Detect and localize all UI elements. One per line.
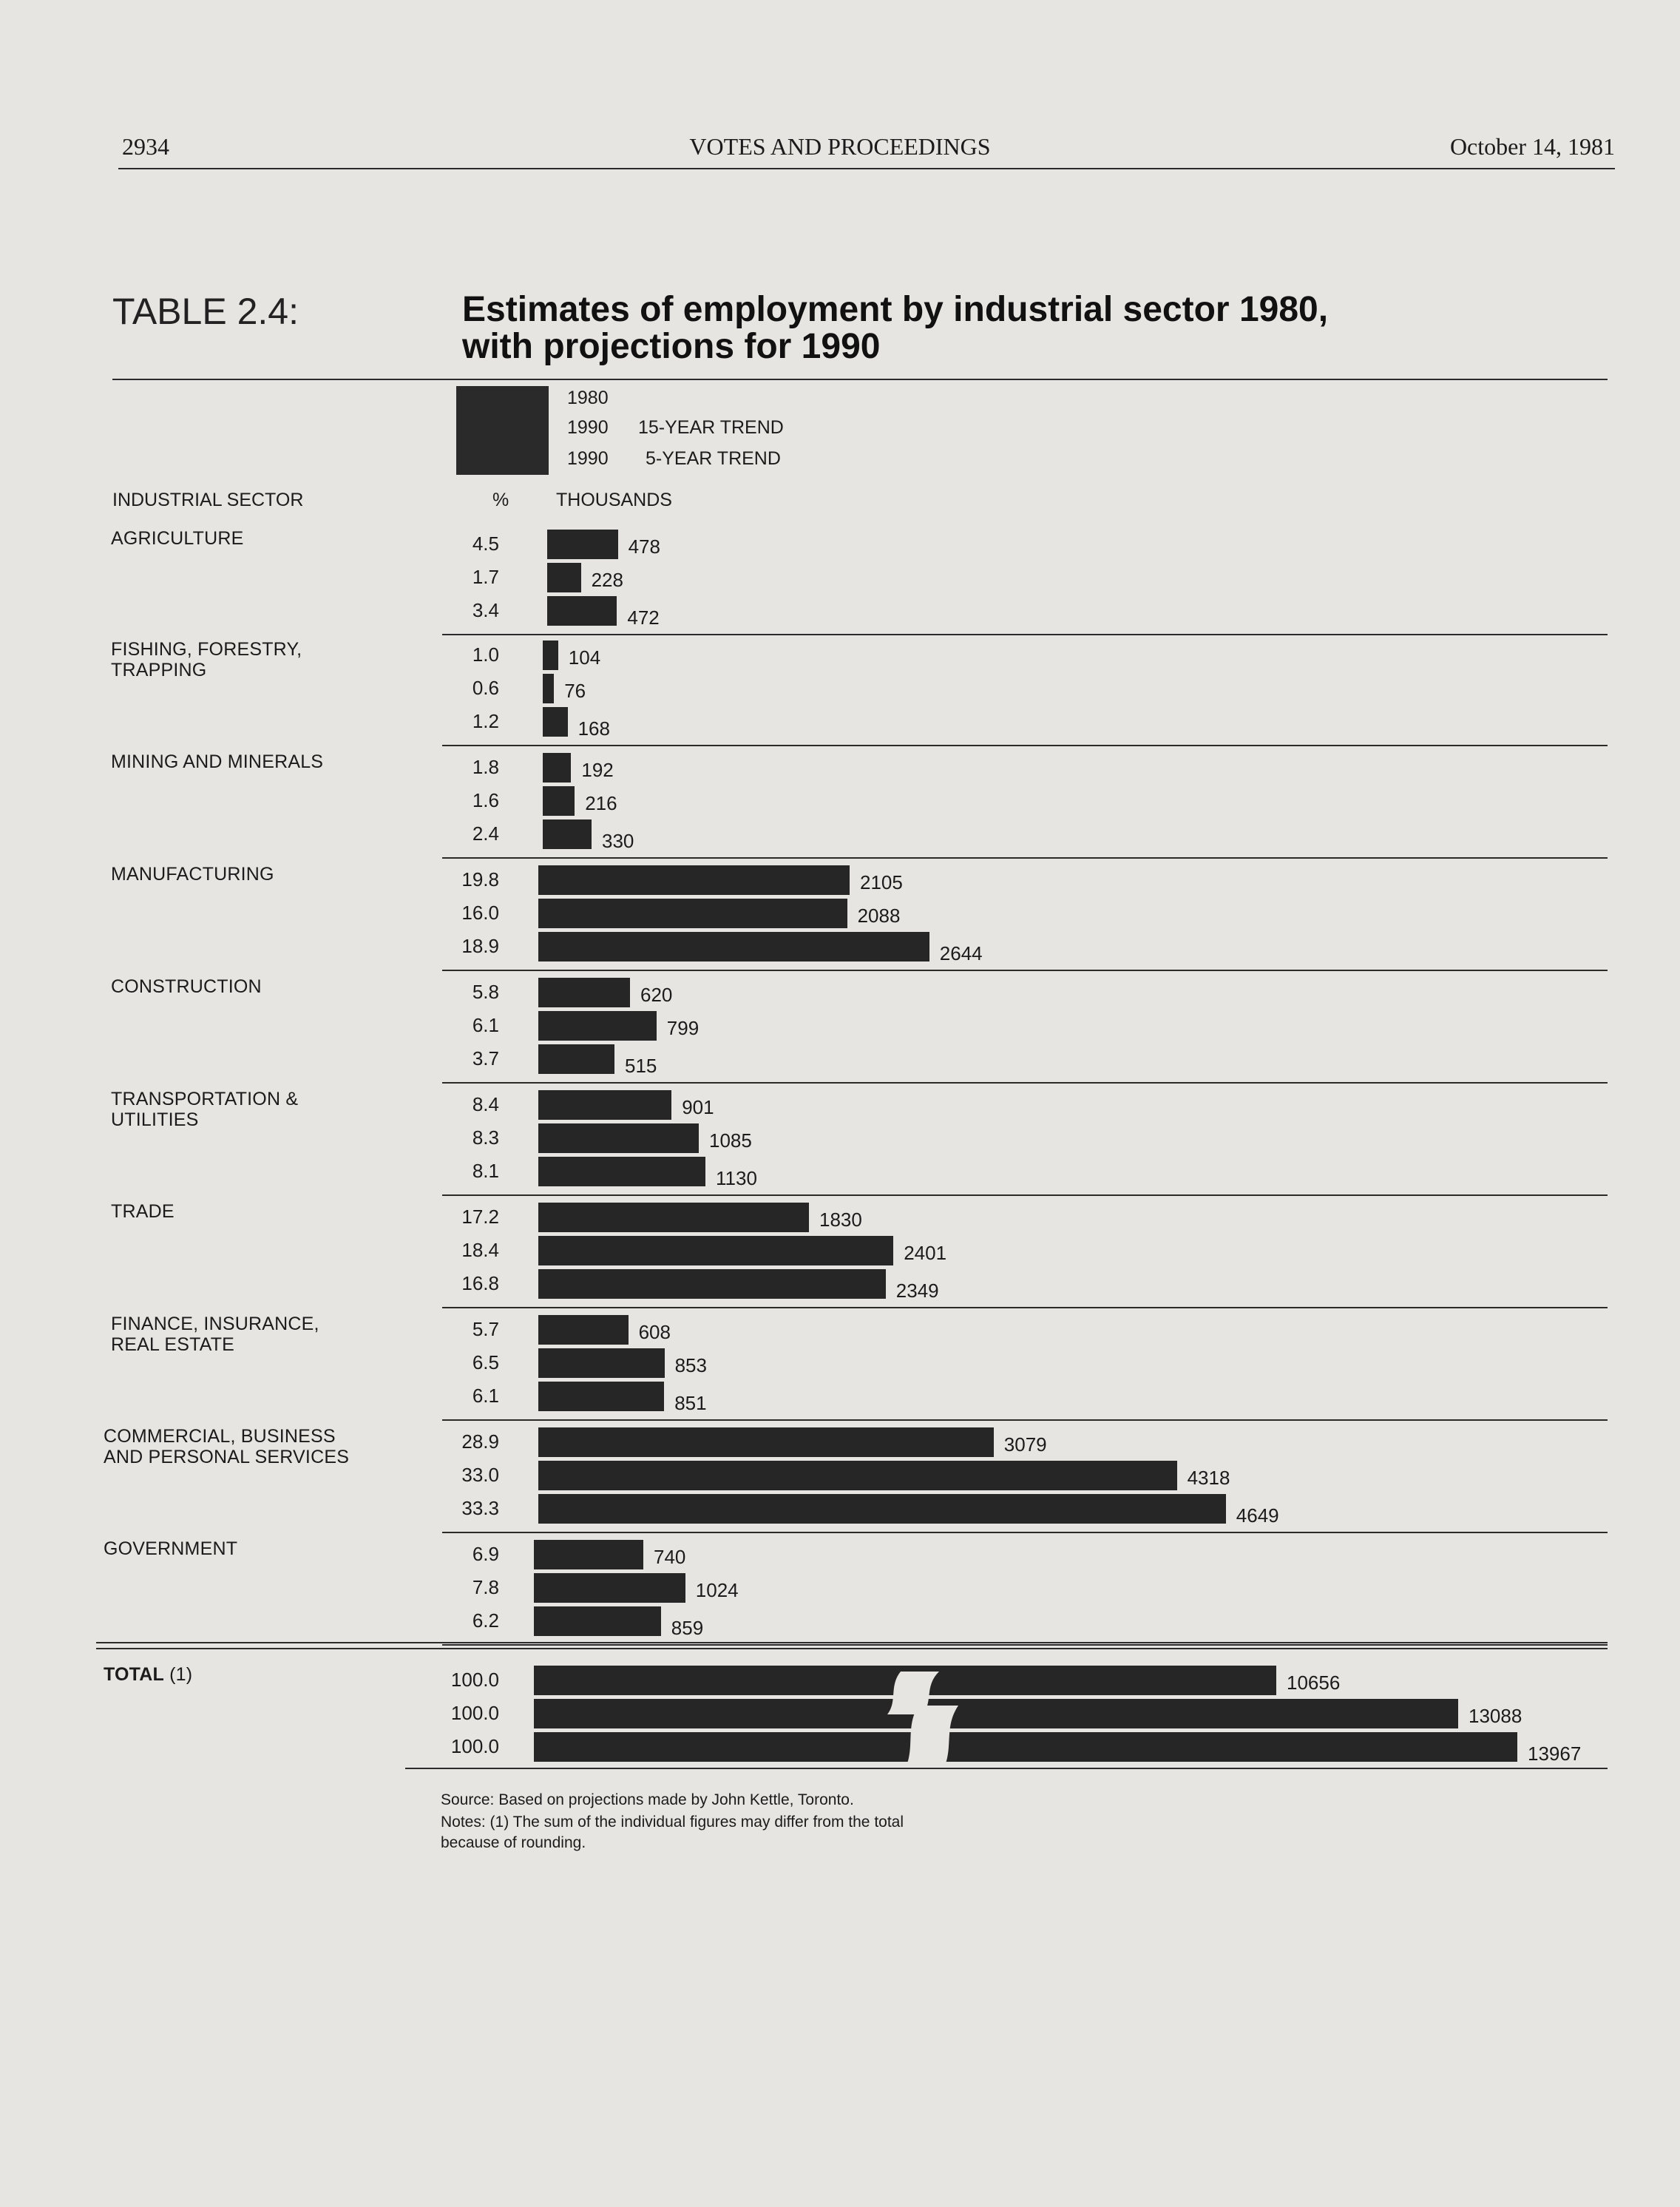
value-label-total-0: 10656 [1287, 1672, 1341, 1694]
value-label-trade-2: 2349 [895, 1280, 939, 1302]
bar-break-total-1990-trends [905, 1706, 958, 1769]
percent-construction-0: 5.8 [472, 981, 499, 1003]
percent-total-2: 100.0 [450, 1735, 499, 1757]
value-label-mining-and-minerals-0: 192 [581, 759, 614, 781]
percent-fishing-forestry-trapping-0: 1.0 [472, 643, 499, 666]
page-number: 2934 [122, 133, 169, 160]
sector-label-line: FINANCE, INSURANCE, [111, 1314, 319, 1334]
value-label-government-1: 1024 [695, 1579, 739, 1601]
percent-government-0: 6.9 [472, 1543, 499, 1565]
sector-label-line: REAL ESTATE [111, 1334, 235, 1355]
value-label-mining-and-minerals-1: 216 [585, 792, 617, 814]
header-date: October 14, 1981 [1449, 133, 1615, 160]
value-label-transportation-utilities-2: 1130 [716, 1167, 757, 1189]
percent-transportation-utilities-1: 8.3 [472, 1126, 499, 1149]
value-label-transportation-utilities-1: 1085 [709, 1129, 752, 1152]
sector-label-line: TRADE [111, 1201, 175, 1222]
table-note-line2: because of rounding. [441, 1834, 586, 1851]
value-label-finance-insurance-real-estate-0: 608 [638, 1321, 671, 1343]
sector-label-line: MINING AND MINERALS [111, 751, 324, 772]
percent-government-1: 7.8 [472, 1576, 499, 1598]
percent-commercial-business-and-personal-services-0: 28.9 [461, 1430, 499, 1453]
legend-year-1: 1980 [567, 388, 609, 408]
value-label-commercial-business-and-personal-services-1: 4318 [1187, 1467, 1230, 1489]
value-label-government-2: 859 [671, 1617, 704, 1639]
sector-label-line: COMMERCIAL, BUSINESS [104, 1426, 336, 1447]
legend-year-2: 1990 [567, 417, 609, 438]
value-label-construction-0: 620 [640, 984, 673, 1006]
sector-label-line: TRAPPING [111, 660, 207, 680]
value-label-commercial-business-and-personal-services-2: 4649 [1236, 1504, 1279, 1527]
value-label-agriculture-0: 478 [628, 535, 660, 558]
value-label-commercial-business-and-personal-services-0: 3079 [1003, 1433, 1047, 1456]
percent-trade-0: 17.2 [461, 1206, 499, 1228]
percent-mining-and-minerals-1: 1.6 [472, 789, 499, 811]
table-source: Source: Based on projections made by John Kettle, Toronto. [441, 1791, 854, 1808]
table-label: TABLE 2.4: [112, 291, 299, 332]
value-label-construction-2: 515 [625, 1055, 657, 1077]
percent-trade-1: 18.4 [461, 1239, 499, 1261]
sector-label-line: FISHING, FORESTRY, [111, 639, 302, 660]
value-label-fishing-forestry-trapping-2: 168 [578, 717, 610, 740]
value-label-trade-1: 2401 [904, 1242, 947, 1264]
sector-label-line: TOTAL (1) [104, 1664, 193, 1685]
percent-manufacturing-2: 18.9 [461, 935, 499, 957]
column-header-thousands: THOUSANDS [556, 490, 672, 510]
value-label-agriculture-1: 228 [591, 569, 623, 591]
value-label-agriculture-2: 472 [627, 606, 660, 629]
percent-finance-insurance-real-estate-2: 6.1 [472, 1385, 499, 1407]
percent-government-2: 6.2 [472, 1609, 499, 1632]
value-label-total-1: 13088 [1469, 1705, 1522, 1727]
percent-mining-and-minerals-0: 1.8 [472, 756, 499, 778]
value-label-fishing-forestry-trapping-0: 104 [568, 646, 601, 669]
legend-trend-2: 15-YEAR TREND [638, 417, 784, 438]
sector-label-line: MANUFACTURING [111, 864, 274, 885]
percent-construction-1: 6.1 [472, 1014, 499, 1036]
legend-trend-3: 5-YEAR TREND [646, 448, 781, 469]
sector-label-line: UTILITIES [111, 1109, 199, 1130]
table-note-line1: Notes: (1) The sum of the individual figures may differ from the total [441, 1814, 904, 1831]
percent-finance-insurance-real-estate-0: 5.7 [472, 1318, 499, 1340]
percent-total-0: 100.0 [450, 1669, 499, 1691]
sector-label-line: AND PERSONAL SERVICES [104, 1447, 350, 1467]
value-label-construction-1: 799 [666, 1017, 700, 1039]
sector-label-line: CONSTRUCTION [111, 976, 262, 997]
value-label-government-0: 740 [654, 1546, 686, 1568]
value-label-transportation-utilities-0: 901 [682, 1096, 714, 1118]
value-label-manufacturing-1: 2088 [857, 905, 901, 927]
percent-trade-2: 16.8 [461, 1272, 499, 1294]
table-title-line2: with projections for 1990 [462, 327, 881, 366]
value-label-manufacturing-2: 2644 [939, 942, 983, 964]
legend-year-3: 1990 [567, 448, 609, 469]
column-header-sector: INDUSTRIAL SECTOR [112, 490, 304, 510]
percent-agriculture-1: 1.7 [472, 566, 499, 588]
value-label-trade-0: 1830 [819, 1209, 862, 1231]
percent-manufacturing-1: 16.0 [461, 902, 499, 924]
percent-finance-insurance-real-estate-1: 6.5 [472, 1351, 499, 1373]
percent-agriculture-2: 3.4 [472, 599, 499, 621]
bottom-rule [405, 1768, 1608, 1769]
percent-fishing-forestry-trapping-1: 0.6 [472, 677, 499, 699]
percent-commercial-business-and-personal-services-1: 33.0 [461, 1464, 499, 1486]
value-label-total-2: 13967 [1528, 1743, 1582, 1765]
percent-manufacturing-0: 19.8 [461, 868, 499, 890]
value-label-finance-insurance-real-estate-1: 853 [674, 1354, 707, 1376]
sector-label-line: AGRICULTURE [111, 528, 244, 549]
value-label-manufacturing-0: 2105 [860, 871, 903, 893]
table-title-line1: Estimates of employment by industrial sector 1980, [462, 290, 1329, 329]
percent-fishing-forestry-trapping-2: 1.2 [472, 710, 499, 732]
value-label-fishing-forestry-trapping-1: 76 [564, 680, 586, 702]
sector-label-line: GOVERNMENT [104, 1538, 238, 1559]
percent-commercial-business-and-personal-services-2: 33.3 [461, 1497, 499, 1519]
running-title: VOTES AND PROCEEDINGS [689, 133, 991, 160]
sector-label-line: TRANSPORTATION & [111, 1089, 299, 1109]
percent-total-1: 100.0 [450, 1702, 499, 1724]
column-header-percent: % [492, 490, 509, 510]
percent-transportation-utilities-2: 8.1 [472, 1160, 499, 1182]
percent-mining-and-minerals-2: 2.4 [472, 822, 499, 845]
value-label-mining-and-minerals-2: 330 [602, 830, 634, 852]
percent-transportation-utilities-0: 8.4 [472, 1093, 499, 1115]
percent-agriculture-0: 4.5 [472, 533, 499, 555]
value-label-finance-insurance-real-estate-2: 851 [674, 1392, 707, 1414]
percent-construction-2: 3.7 [472, 1047, 499, 1069]
